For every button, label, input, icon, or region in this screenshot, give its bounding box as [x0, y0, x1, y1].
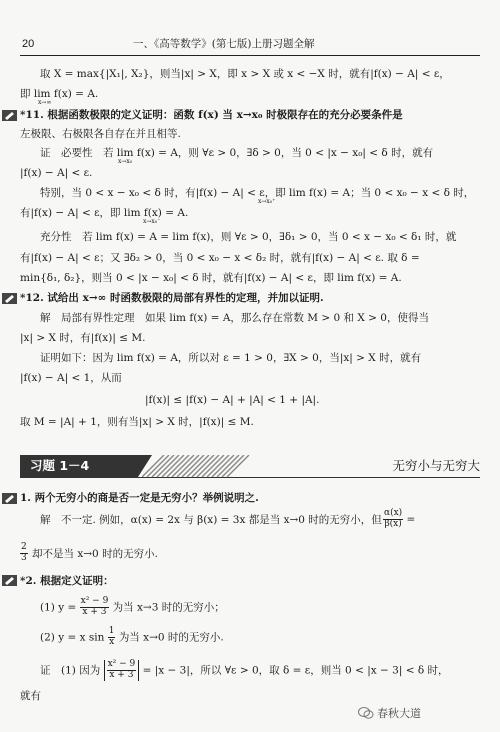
pencil-icon [2, 110, 17, 121]
text-line: 有|f(x) − A| < ε，即 lim f(x) = A. [20, 207, 189, 219]
text-line: 特别，当 0 < x − x₀ < δ 时，有|f(x) − A| < ε，即 lim f(x) = A；当 0 < x₀ − x < δ 时， [40, 187, 475, 199]
text-line: 解 不一定. 例如，α(x) = 2x 与 β(x) = 3x 都是当 x→0 时的无穷小，但 [40, 514, 382, 526]
item-2-line: (2) y = x sin $\frac{1}{x}$ 为当 x→0 时的无穷小. [40, 626, 224, 647]
section-title: 无穷小与无穷大 [392, 458, 480, 473]
text-line: 左极限、右极限各自存在并且相等. [20, 128, 181, 140]
problem-2-line: *2. 根据定义证明： [20, 575, 114, 587]
limit-subscript: x→∞ [38, 99, 52, 106]
wechat-icon [358, 705, 374, 721]
text-line: 就有 [20, 690, 41, 702]
text-line: 有|f(x) − A| < ε；又 ∃δ₂ > 0，当 0 < x₀ − x < δ₂ 时，就有|f(x) − A| < ε. 取 δ = [20, 252, 420, 264]
section-label: 习题 1－4 [20, 455, 138, 477]
display-equation: |f(x)| ≤ |f(x) − A| + |A| < 1 + |A|. [145, 394, 320, 406]
problem-12-line: *12. 试给出 x→∞ 时函数极限的局部有界性的定理，并加以证明. [20, 292, 324, 304]
text-line: 证明如下：因为 lim f(x) = A，所以对 ε = 1 > 0，∃X > 0，当|x| > X 时，就有 [40, 352, 422, 364]
pencil-icon [2, 575, 17, 586]
section-stripes [142, 455, 292, 477]
text-line: 取 X = max{|X₁|, X₂}，则当|x| > X，即 x > X 或 x < −X 时，就有|f(x) − A| < ε， [40, 68, 450, 80]
fraction-two-thirds: $\frac{2}{3}$ [21, 542, 27, 563]
page-number: 20 [22, 38, 35, 50]
text-line: 取 M = |A| + 1，则有当|x| > X 时，|f(x)| ≤ M. [20, 416, 254, 428]
text-line: 证 必要性 若 lim f(x) = A，则 ∀ε > 0，∃δ > 0，当 0 < |x − x₀| < δ 时，就有 [40, 147, 434, 159]
limit-subscript: x→x₀ [118, 158, 133, 165]
limit-subscript: x→x₀⁻ [143, 218, 161, 225]
proof-line: 证 (1) 因为 $\frac{\text{x² − 9}}{x + 3}$ = |x − 3|，所以 ∀ε > 0，取 δ = ε，则当 0 < |x − 3| < δ 时， [40, 659, 449, 680]
header-rule [20, 55, 480, 56]
problem-1-line: 1. 两个无穷小的商是否一定是无穷小？举例说明之. [20, 492, 259, 504]
text-line: min{δ₁, δ₂}，则当 0 < |x − x₀| < δ 时，就有|f(x) − A| < ε，即 lim f(x) = A. [20, 272, 402, 284]
text-line: 充分性 若 lim f(x) = A = lim f(x)，则 ∀ε > 0，∃δ₁ > 0，当 0 < x − x₀ < δ₁ 时，就 [40, 231, 457, 243]
fraction-alpha-beta: $\frac{\alpha(x)}{\beta(x)}$ = [384, 508, 416, 529]
pencil-icon [2, 493, 17, 504]
text-line: |x| > X 时，有|f(x)| ≤ M. [20, 332, 146, 344]
item-1-line: (1) y = $\frac{\text{x² − 9}}{x + 3}$ 为当 x→3 时的无穷小； [40, 596, 225, 617]
problem-11-line: *11. 根据函数极限的定义证明：函数 f(x) 当 x→x₀ 时极限存在的充分必要条件是 [20, 109, 403, 121]
text-line: 解 局部有界性定理 如果 lim f(x) = A，那么存在常数 M > 0 和 X > 0，使得当 [40, 312, 429, 324]
limit-subscript: x→x₀⁺ [258, 198, 276, 205]
text-line: 即 lim f(x) = A. [20, 88, 99, 100]
pencil-icon [2, 293, 17, 304]
text-line: |f(x) − A| < 1，从而 [20, 372, 122, 384]
watermark-text: 春秋大道 [377, 707, 421, 720]
running-title: 一、《高等数学》(第七版)上册习题全解 [133, 38, 315, 50]
section-rule [20, 477, 480, 478]
section-banner [20, 455, 480, 477]
text-line: 却不是当 x→0 时的无穷小. [32, 548, 158, 560]
text-line: |f(x) − A| < ε. [20, 167, 93, 179]
